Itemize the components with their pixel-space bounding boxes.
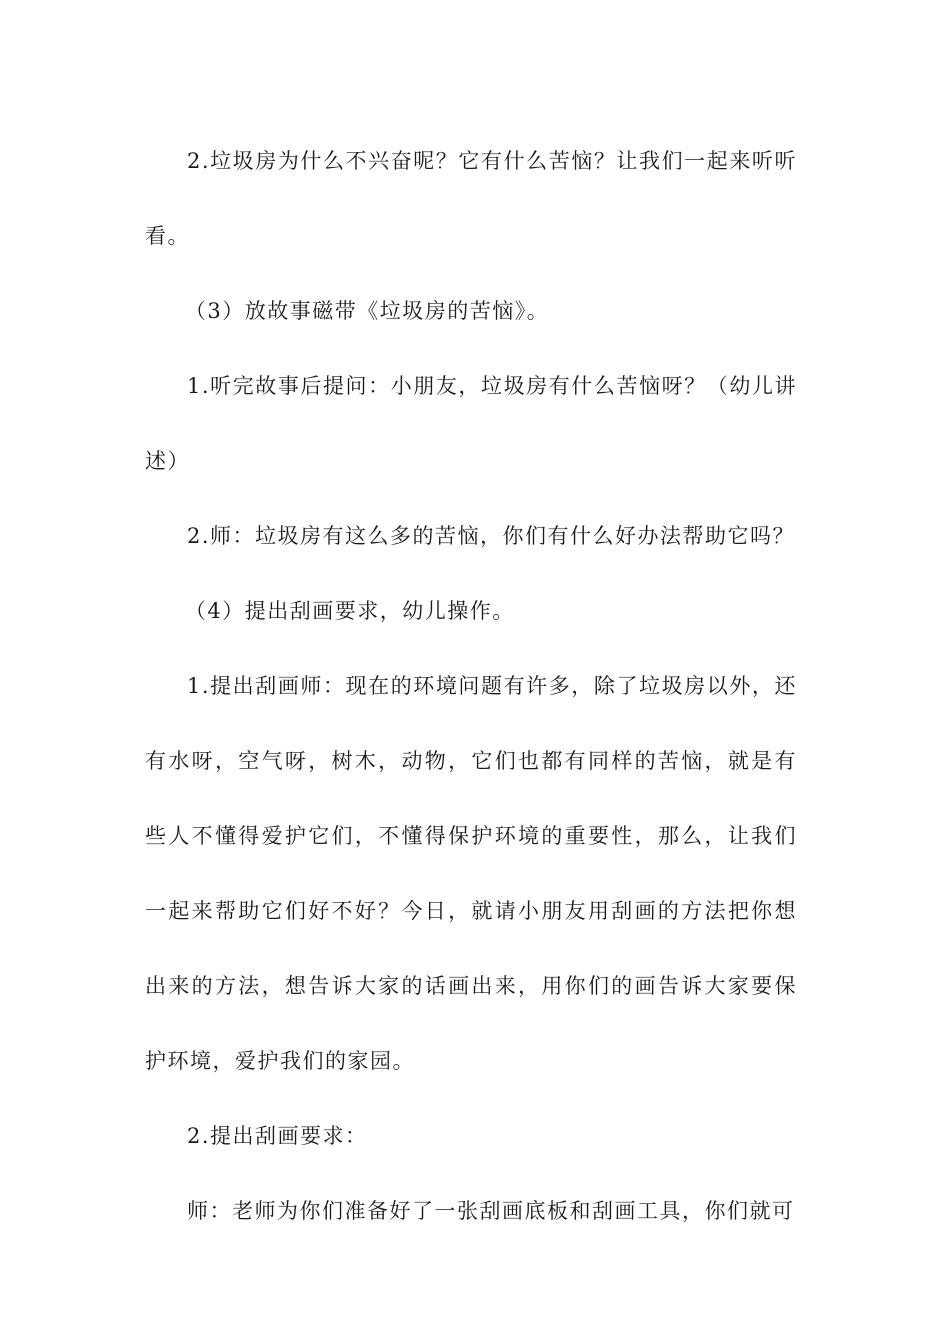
paragraph-8: 师：老师为你们准备好了一张刮画底板和刮画工具，你们就可 [187, 1199, 795, 1223]
paragraph-5: （4）提出刮画要求，幼儿操作。 [184, 599, 515, 623]
document-body [145, 124, 797, 1249]
paragraph-2: （3）放故事磁带《垃圾房的苦恼》。 [184, 299, 550, 323]
paragraph-7: 2.提出刮画要求： [187, 1124, 368, 1148]
paragraph-1: 2.垃圾房为什么不兴奋呢？它有什么苦恼？让我们一起来听听看。 [145, 149, 797, 248]
paragraph-6: 1.提出刮画师：现在的环境问题有许多，除了垃圾房以外，还有水呀，空气呀，树木，动物，它们也都有同样的苦恼，就是有些人不懂得爱护它们，不懂得保护环境的重要性，那么，让我们一起来帮助它们好不好？今日，就请小朋友用刮画的方法把你想出来的方法，想告诉大家的话画出来，用你们的画告诉大家要保护环境，爱护我们的家园。 [145, 674, 797, 1073]
paragraph-3: 1.听完故事后提问：小朋友，垃圾房有什么苦恼呀？（幼儿讲述） [145, 374, 797, 473]
paragraph-4: 2.师：垃圾房有这么多的苦恼，你们有什么好办法帮助它吗？ [187, 524, 796, 548]
